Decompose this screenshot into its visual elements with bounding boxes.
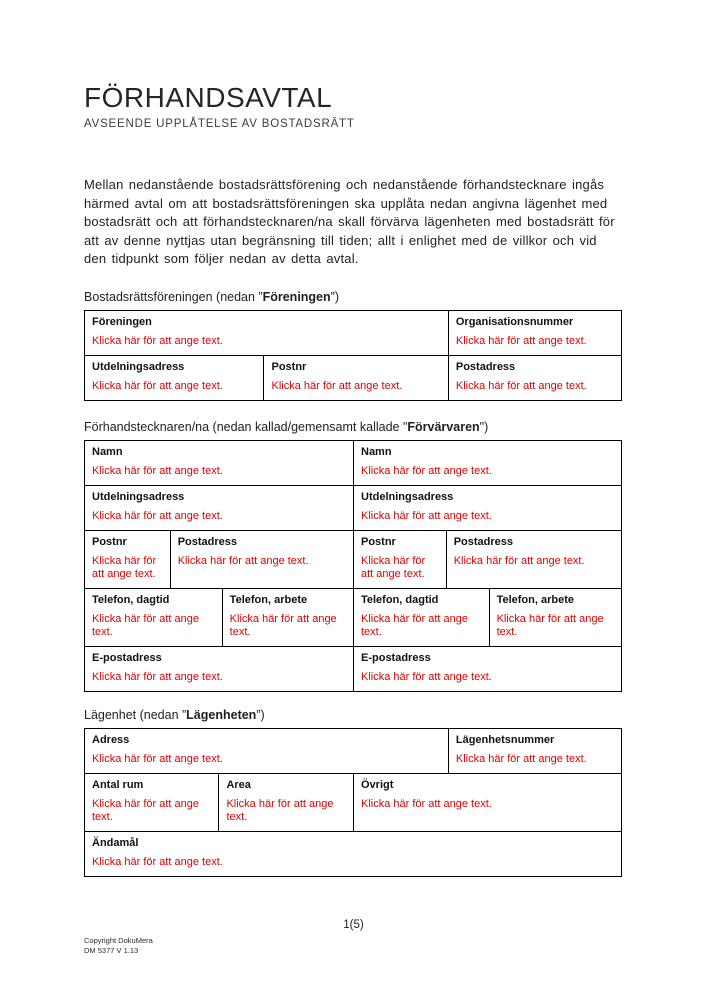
buyer-table	[84, 440, 622, 692]
intro-paragraph: Mellan nedanstående bostadsrättsförening och nedanstående förhandstecknare ingås härmed avtal om att bostadsrättsföreningen ska upplåta nedan angivna lägenhet med bostadsrätt och att förhandstecknaren/na skall förvärva lägenheten med bostadsrätt för att av denne nyttjas utan begränsning till tiden; allt i enlighet med de villkor och vid den tidpunkt som följer nedan av detta avtal.	[84, 177, 615, 266]
table-row	[85, 311, 621, 355]
table-row	[85, 355, 621, 400]
field-telefon-arbete-left	[222, 589, 353, 646]
field-utdelningsadress	[85, 356, 263, 400]
table-row	[85, 441, 621, 485]
field-utdelningsadress-right	[353, 486, 621, 530]
field-adress	[85, 729, 448, 773]
field-ovrigt	[353, 774, 621, 831]
field-area	[218, 774, 353, 831]
field-label: Ändamål	[92, 836, 139, 849]
field-label: Postadress	[177, 535, 237, 548]
text-placeholder[interactable]: Klicka här för att ange text.	[92, 612, 200, 638]
text-placeholder[interactable]: Klicka här för att ange text.	[226, 797, 334, 823]
field-label: Organisationsnummer	[455, 315, 574, 328]
field-label: Antal rum	[92, 778, 144, 791]
text-placeholder[interactable]: Klicka här för att ange text.	[271, 379, 403, 392]
field-label: Postnr	[271, 360, 307, 373]
field-foreningen	[85, 311, 448, 355]
page-subtitle: AVSEENDE UPPLÅTELSE AV BOSTADSRÄTT	[84, 118, 355, 130]
field-postadress-right	[446, 531, 621, 588]
field-label: Telefon, dagtid	[360, 593, 439, 606]
field-epostadress-left	[85, 647, 353, 691]
page-title: FÖRHANDSAVTAL	[84, 82, 333, 113]
table-row	[85, 646, 621, 691]
heading-bold-text: Föreningen	[262, 289, 331, 304]
table-row	[85, 530, 621, 588]
field-label: Telefon, dagtid	[92, 593, 170, 606]
heading-text: ")	[479, 419, 489, 434]
field-andamal	[85, 832, 621, 876]
field-label: Namn	[361, 445, 392, 458]
field-label: Adress	[92, 733, 130, 746]
apartment-table	[84, 728, 622, 877]
document-content	[84, 0, 624, 877]
page-number: 1(5)	[343, 919, 364, 931]
text-placeholder[interactable]: Klicka här för att ange text.	[360, 612, 468, 638]
heading-text: ”)	[330, 289, 339, 304]
text-placeholder[interactable]: Klicka här för att ange text.	[455, 752, 587, 765]
field-postadress	[448, 356, 621, 400]
field-telefon-dagtid-right	[353, 589, 489, 646]
text-placeholder[interactable]: Klicka här för att ange text.	[455, 379, 587, 392]
table-row	[85, 773, 621, 831]
table-row	[85, 729, 621, 773]
field-utdelningsadress-left	[85, 486, 353, 530]
association-table	[84, 310, 622, 401]
heading-bold-text: Lägenheten	[186, 707, 257, 722]
text-placeholder[interactable]: Klicka här för att ange text.	[92, 855, 223, 868]
text-placeholder[interactable]: Klicka här för att ange text.	[92, 464, 223, 477]
field-postnr-right	[353, 531, 446, 588]
field-telefon-dagtid-left	[85, 589, 222, 646]
text-placeholder[interactable]: Klicka här för att ange text.	[361, 670, 492, 683]
text-placeholder[interactable]: Klicka här för att ange text.	[360, 797, 492, 810]
field-label: Telefon, arbete	[496, 593, 575, 606]
text-placeholder[interactable]: Klicka här för att ange text.	[496, 612, 604, 638]
text-placeholder[interactable]: Klicka här för att ange text.	[455, 334, 587, 347]
heading-text: Lägenhet (nedan ”	[84, 707, 187, 722]
field-label: Utdelningsadress	[92, 360, 185, 373]
field-organisationsnummer	[448, 311, 621, 355]
text-placeholder[interactable]: Klicka här för att ange text.	[92, 509, 223, 522]
table-row	[85, 485, 621, 530]
field-label: Postadress	[453, 535, 514, 548]
heading-text: Bostadsrättsföreningen (nedan ”	[84, 289, 263, 304]
field-postadress-left	[170, 531, 353, 588]
field-telefon-arbete-right	[489, 589, 621, 646]
text-placeholder[interactable]: Klicka här för att ange text.	[229, 612, 337, 638]
text-placeholder[interactable]: Klicka här för att ange text.	[92, 752, 223, 765]
heading-bold-text: Förvärvaren	[407, 419, 480, 434]
text-placeholder[interactable]: Klicka här för att ange text.	[92, 379, 223, 392]
field-namn-left	[85, 441, 353, 485]
section-heading-buyer	[84, 420, 624, 434]
text-placeholder[interactable]: Klicka här för att ange text.	[453, 554, 585, 567]
field-label: Namn	[92, 445, 123, 458]
field-antal-rum	[85, 774, 218, 831]
heading-text: ”)	[256, 707, 265, 722]
field-label: Telefon, arbete	[229, 593, 308, 606]
footer-copyright	[84, 936, 153, 955]
field-label: Postadress	[455, 360, 516, 373]
section-heading-association	[84, 290, 624, 304]
field-label: Area	[226, 778, 251, 791]
field-epostadress-right	[353, 647, 621, 691]
field-label: Postnr	[92, 535, 127, 548]
text-placeholder[interactable]: Klicka här för att ange text.	[92, 797, 200, 823]
field-label: E-postadress	[92, 651, 162, 664]
heading-text: Förhandstecknaren/na (nedan kallad/gemensamt kallade "	[84, 419, 408, 434]
field-label: Utdelningsadress	[92, 490, 185, 503]
table-row	[85, 831, 621, 876]
text-placeholder[interactable]: Klicka här för att ange text.	[361, 464, 492, 477]
section-heading-apartment	[84, 708, 624, 722]
field-postnr	[263, 356, 447, 400]
version-line: DM 5377 V 1.13	[84, 945, 139, 955]
text-placeholder[interactable]: Klicka här för att ange text.	[92, 670, 223, 683]
text-placeholder[interactable]: Klicka här för att ange text.	[92, 554, 157, 580]
field-label: Övrigt	[360, 778, 394, 791]
field-label: E-postadress	[361, 651, 431, 664]
text-placeholder[interactable]: Klicka här för att ange text.	[177, 554, 309, 567]
copyright-line: Copyright DokuMera	[84, 936, 153, 945]
field-postnr-left	[85, 531, 170, 588]
field-namn-right	[353, 441, 621, 485]
text-placeholder[interactable]: Klicka här för att ange text.	[360, 554, 426, 580]
text-placeholder[interactable]: Klicka här för att ange text.	[361, 509, 492, 522]
field-lagenhetsnummer	[448, 729, 621, 773]
field-label: Utdelningsadress	[361, 490, 454, 503]
field-label: Lägenhetsnummer	[455, 733, 555, 746]
table-row	[85, 588, 621, 646]
text-placeholder[interactable]: Klicka här för att ange text.	[92, 334, 223, 347]
field-label: Föreningen	[92, 315, 152, 328]
field-label: Postnr	[360, 535, 396, 548]
